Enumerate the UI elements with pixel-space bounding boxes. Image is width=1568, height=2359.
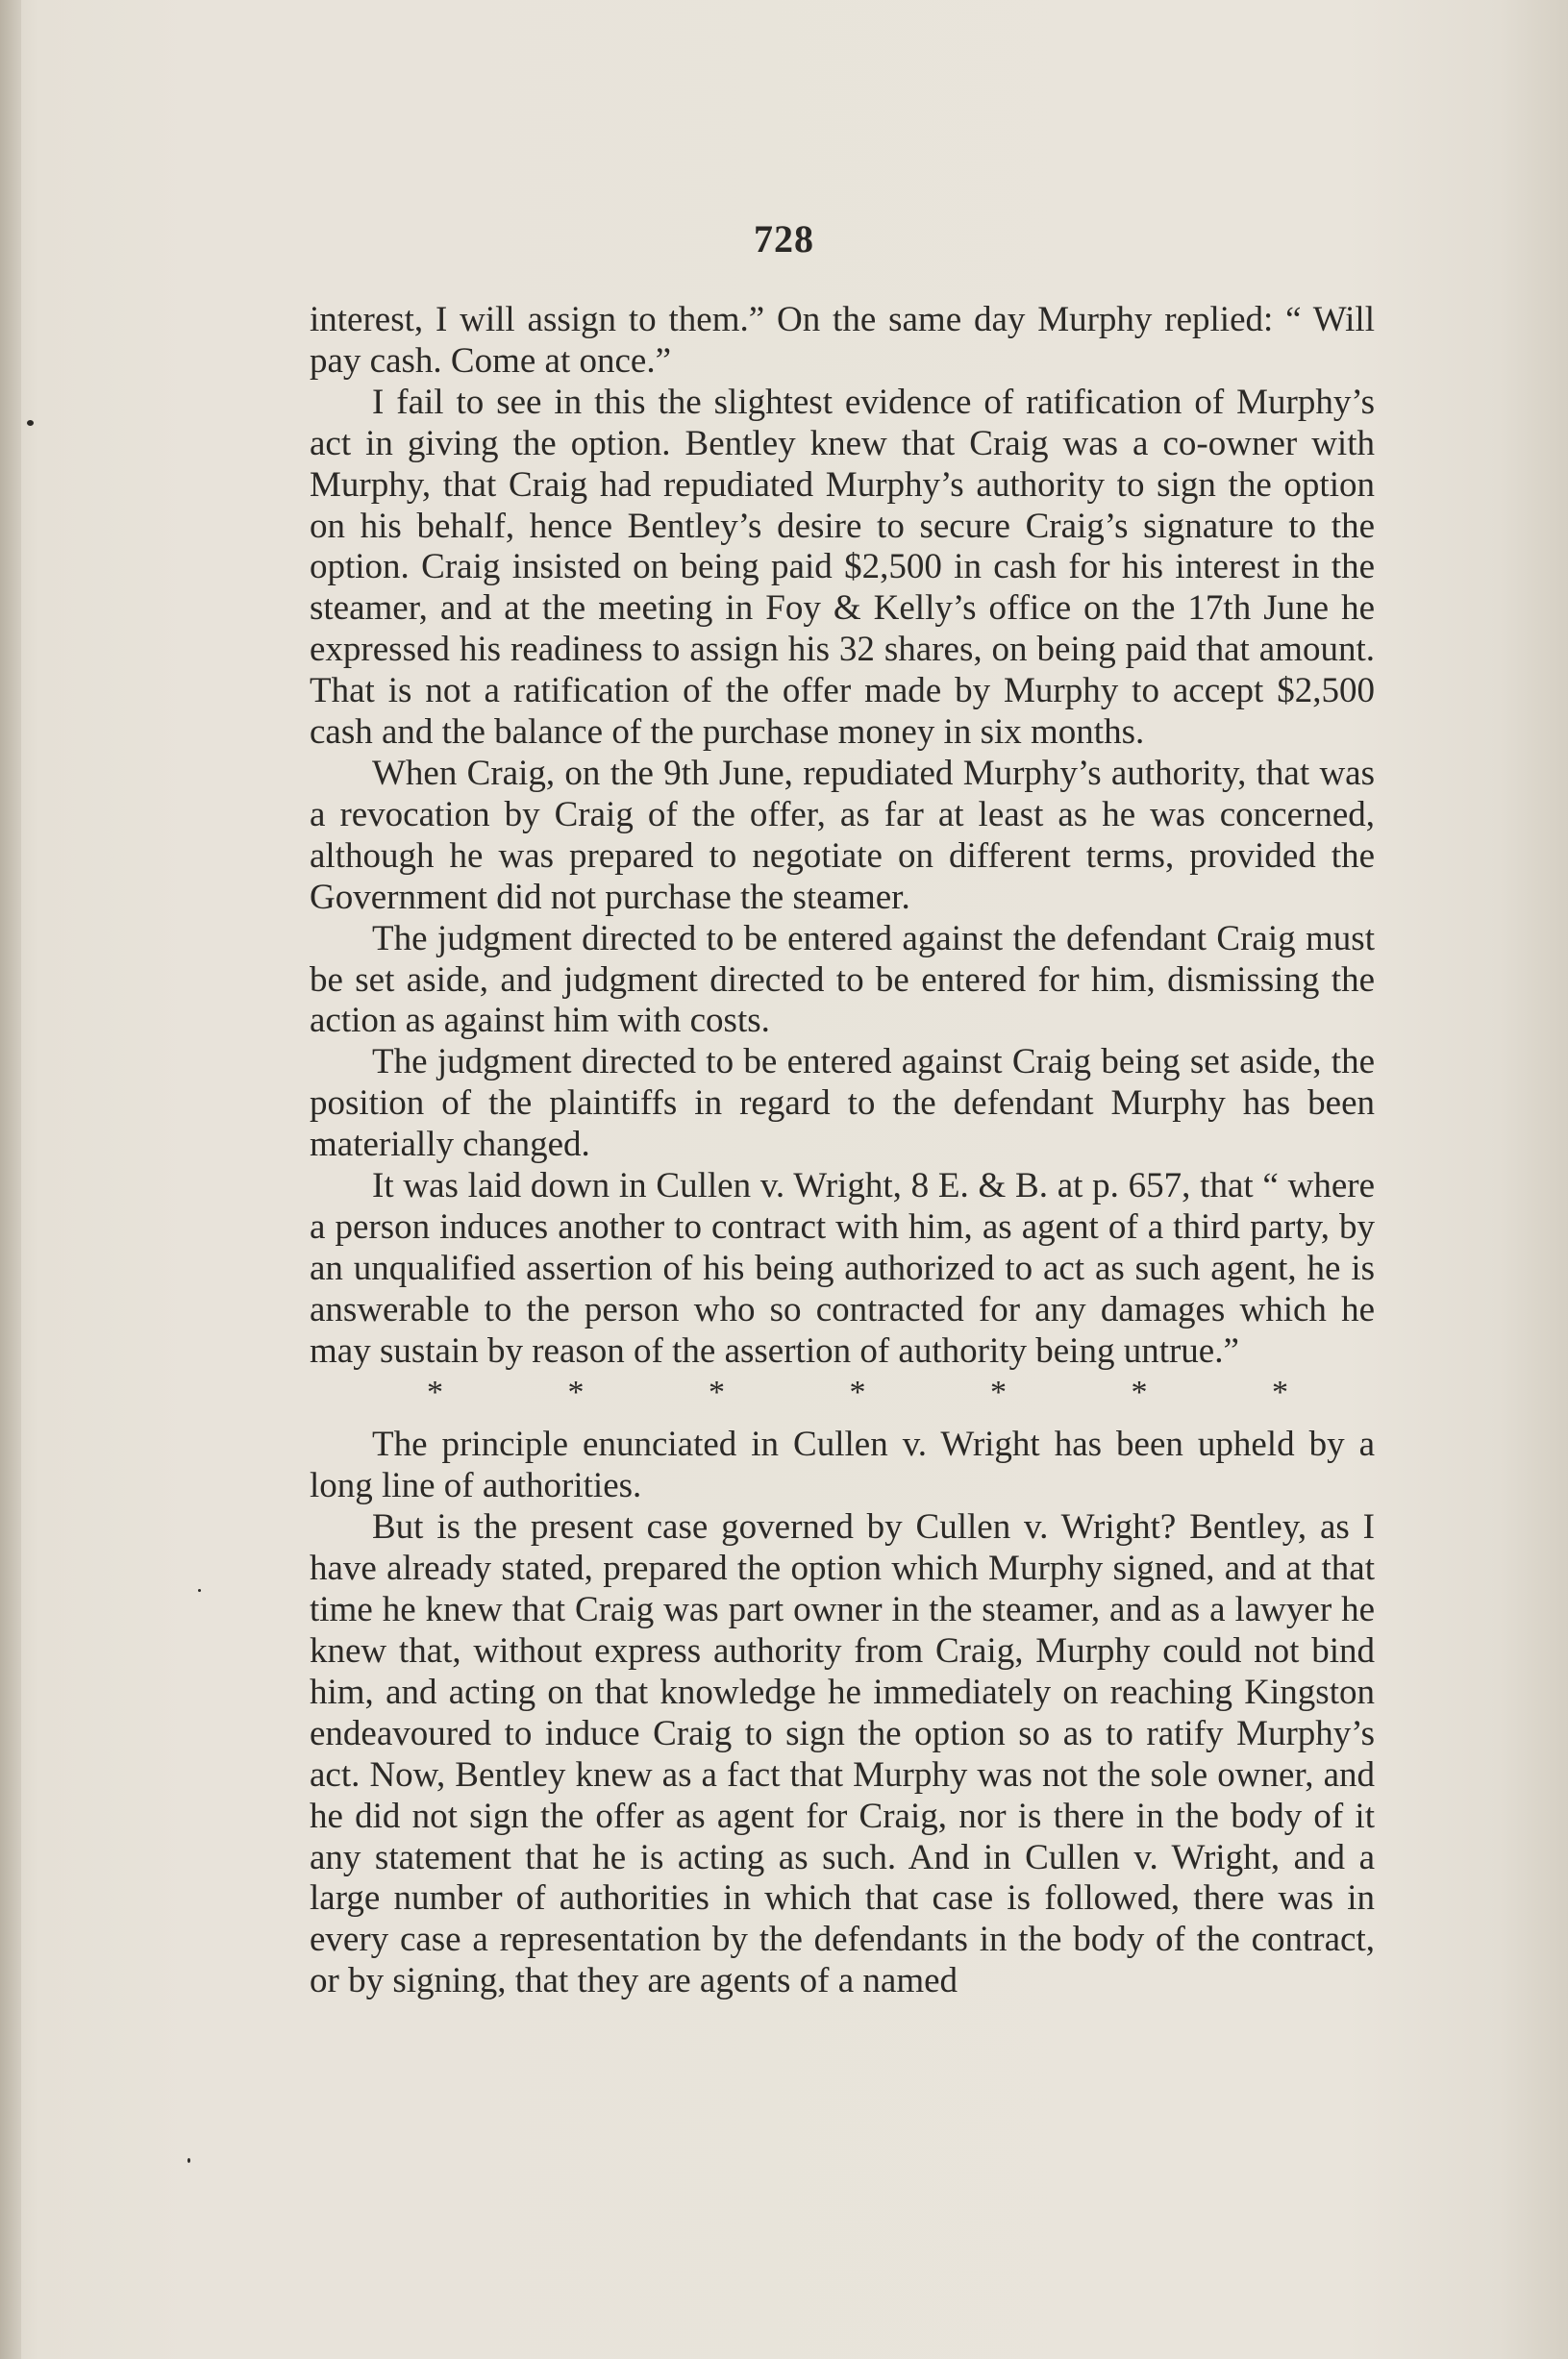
paragraph: The judgment directed to be entered against Craig being set aside, the position of the plaintiffs in regard to the defendant Murphy has been materially changed. — [310, 1042, 1375, 1165]
star: * — [567, 1374, 585, 1410]
paragraph: I fail to see in this the slightest evidence of ratification of Murphy’s act in giving the option. Bentley knew that Craig was a co-owner with Murphy, that Craig had repudiated Murphy’s authority to sign the option on his behalf, hence Bentley’s desire to secure Craig’s signature to the option. Craig insisted on being paid $2,500 in cash for his interest in the steamer, and at the meeting in Foy & Kelly’s office on the 17th June he expressed his readiness to assign his 32 shares, on being paid that amount. That is not a ratification of the offer made by Murphy to accept $2,500 cash and the balance of the purchase money in six months. — [310, 382, 1375, 753]
margin-speck — [198, 1589, 201, 1592]
page-number: 728 — [754, 217, 814, 261]
paragraph: But is the present case governed by Cullen v. Wright? Bentley, as I have already stated, prepared the option which Murphy signed, and at that time he knew that Craig was part owner in the steamer, and as a lawyer he knew that, without express authority from Craig, Murphy could not bind him, and acting on that knowledge he immediately on reaching Kingston endeavoured to induce Craig to sign the option so as to ratify Murphy’s act. Now, Bentley knew as a fact that Murphy was not the sole owner, and he did not sign the offer as agent for Craig, nor is there in the body of it any statement that he is acting as such. And in Cullen v. Wright, and a large number of authorities in which that case is followed, there was in every case a representation by the defendants in the body of the contract, or by signing, that they are agents of a named — [310, 1507, 1375, 2001]
paragraph: interest, I will assign to them.” On the same day Murphy replied: “ Will pay cash. Come at once.” — [310, 300, 1375, 381]
paragraph: When Craig, on the 9th June, repudiated Murphy’s authority, that was a revocation by Craig of the offer, as far at least as he was concerned, although he was prepared to negotiate on different terms, provided the Government did not purchase the steamer. — [310, 753, 1375, 917]
star: * — [1272, 1374, 1288, 1410]
body-text — [310, 300, 1375, 2002]
paragraph: The principle enunciated in Cullen v. Wright has been upheld by a long line of authorities. — [310, 1425, 1375, 1506]
star: * — [427, 1374, 443, 1410]
star: * — [849, 1374, 866, 1410]
ellipsis-stars — [310, 1373, 1375, 1414]
paragraph: The judgment directed to be entered against the defendant Craig must be set aside, and judgment directed to be entered for him, dismissing the action as against him with costs. — [310, 918, 1375, 1041]
star: * — [709, 1374, 725, 1410]
margin-speck — [187, 2158, 190, 2163]
paragraph: It was laid down in Cullen v. Wright, 8 E. & B. at p. 657, that “ where a person induces another to contract with him, as agent of a third party, by an unqualified assertion of his being authorized to act as such agent, he is answerable to the person who so contracted for any damages which he may sustain by reason of the assertion of authority being untrue.” — [310, 1166, 1375, 1371]
star: * — [1131, 1374, 1148, 1410]
binding-gutter — [0, 0, 21, 2359]
star: * — [990, 1374, 1007, 1410]
margin-speck — [27, 420, 34, 426]
